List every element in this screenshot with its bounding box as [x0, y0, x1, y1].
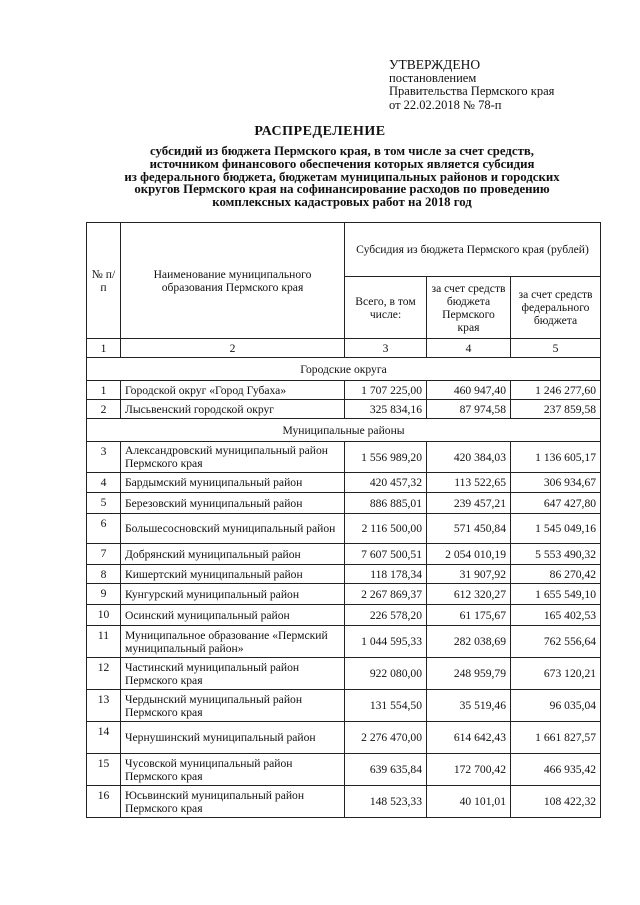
- amount-total: 131 554,50: [345, 690, 427, 722]
- amount-federal-budget: 1 246 277,60: [511, 381, 601, 400]
- header-subsidy: Субсидия из бюджета Пермского края (рублей): [345, 223, 601, 277]
- amount-federal-budget: 5 553 490,32: [511, 544, 601, 565]
- table-row: [87, 544, 601, 565]
- municipality-name: Чердынский муниципальный район Пермского края: [121, 690, 345, 722]
- approval-stamp: [389, 58, 629, 112]
- amount-federal-budget: 466 935,42: [511, 754, 601, 786]
- row-number: 5: [87, 493, 121, 514]
- municipality-name: Кишертский муниципальный район: [121, 565, 345, 584]
- amount-federal-budget: 1 136 605,17: [511, 442, 601, 473]
- amount-regional-budget: 248 959,79: [427, 658, 511, 690]
- row-number: 16: [87, 786, 121, 818]
- amount-total: 420 457,32: [345, 473, 427, 493]
- row-number: 7: [87, 544, 121, 565]
- approval-line-decree: постановлением: [389, 70, 477, 85]
- municipality-name: Большесосновский муниципальный район: [121, 514, 345, 544]
- subtitle-line: субсидий из бюджета Пермского края, в том числе за счет средств,: [150, 144, 534, 158]
- municipality-name: Лысьвенский городской округ: [121, 400, 345, 419]
- amount-federal-budget: 108 422,32: [511, 786, 601, 818]
- amount-regional-budget: 2 054 010,19: [427, 544, 511, 565]
- table-row: [87, 442, 601, 473]
- column-index: 2: [121, 339, 345, 358]
- section-municipal-districts-row: [87, 419, 601, 442]
- amount-regional-budget: 614 642,43: [427, 722, 511, 754]
- municipality-name: Осинский муниципальный район: [121, 605, 345, 626]
- approval-heading: УТВЕРЖДЕНО: [389, 57, 481, 72]
- amount-total: 148 523,33: [345, 786, 427, 818]
- row-number: 4: [87, 473, 121, 493]
- amount-regional-budget: 420 384,03: [427, 442, 511, 473]
- row-number: 9: [87, 584, 121, 605]
- row-number: 10: [87, 605, 121, 626]
- amount-regional-budget: 239 457,21: [427, 493, 511, 514]
- header-municipality-name: Наименование муниципального образования Пермского края: [121, 223, 345, 339]
- municipality-name: Чернушинский муниципальный район: [121, 722, 345, 754]
- table-row: [87, 626, 601, 658]
- section-municipal-districts-heading: Муниципальные районы: [87, 419, 601, 442]
- header-total: Всего, в том числе:: [345, 277, 427, 339]
- column-index: 5: [511, 339, 601, 358]
- amount-total: 2 276 470,00: [345, 722, 427, 754]
- row-number: 3: [87, 442, 121, 473]
- table-row: [87, 658, 601, 690]
- table-row: [87, 381, 601, 400]
- row-number: 1: [87, 381, 121, 400]
- subtitle-line: комплексных кадастровых работ на 2018 год: [212, 195, 472, 210]
- table-row: [87, 786, 601, 818]
- municipality-name: Муниципальное образование «Пермский муниципальный район»: [121, 626, 345, 658]
- amount-regional-budget: 172 700,42: [427, 754, 511, 786]
- table-row: [87, 493, 601, 514]
- amount-total: 1 044 595,33: [345, 626, 427, 658]
- subtitle-line: источником финансового обеспечения которых является субсидия: [149, 156, 535, 171]
- amount-regional-budget: 460 947,40: [427, 381, 511, 400]
- amount-regional-budget: 31 907,92: [427, 565, 511, 584]
- row-number: 15: [87, 754, 121, 786]
- amount-total: 1 707 225,00: [345, 381, 427, 400]
- amount-federal-budget: 1 655 549,10: [511, 584, 601, 605]
- municipality-name: Александровский муниципальный район Пермского края: [121, 442, 345, 473]
- amount-total: 226 578,20: [345, 605, 427, 626]
- amount-regional-budget: 571 450,84: [427, 514, 511, 544]
- column-index: 4: [427, 339, 511, 358]
- table-row: [87, 584, 601, 605]
- amount-federal-budget: 762 556,64: [511, 626, 601, 658]
- row-number: 12: [87, 658, 121, 690]
- amount-regional-budget: 87 974,58: [427, 400, 511, 419]
- amount-total: 325 834,16: [345, 400, 427, 419]
- approval-line-government: Правительства Пермского края: [389, 84, 555, 99]
- municipality-name: Кунгурский муниципальный район: [121, 584, 345, 605]
- amount-total: 639 635,84: [345, 754, 427, 786]
- document-subtitle: [96, 145, 588, 209]
- header-number: № п/п: [87, 223, 121, 339]
- amount-federal-budget: 1 661 827,57: [511, 722, 601, 754]
- amount-total: 118 178,34: [345, 565, 427, 584]
- table-body: [87, 339, 601, 818]
- table-row: [87, 722, 601, 754]
- row-number: 2: [87, 400, 121, 419]
- amount-total: 7 607 500,51: [345, 544, 427, 565]
- amount-total: 1 556 989,20: [345, 442, 427, 473]
- subtitle-line: округов Пермского края на софинансирование расходов по проведению: [134, 182, 550, 197]
- row-number: 11: [87, 626, 121, 658]
- row-number: 13: [87, 690, 121, 722]
- amount-federal-budget: 237 859,58: [511, 400, 601, 419]
- table-row: [87, 690, 601, 722]
- column-index: 1: [87, 339, 121, 358]
- approval-line-date-number: от 22.02.2018 № 78-п: [389, 97, 502, 112]
- column-index-row: [87, 339, 601, 358]
- amount-total: 922 080,00: [345, 658, 427, 690]
- amount-total: 2 267 869,37: [345, 584, 427, 605]
- municipality-name: Березовский муниципальный район: [121, 493, 345, 514]
- row-number: 6: [87, 514, 121, 544]
- municipality-name: Юсьвинский муниципальный район Пермского края: [121, 786, 345, 818]
- table-row: [87, 605, 601, 626]
- amount-federal-budget: 96 035,04: [511, 690, 601, 722]
- table-row: [87, 514, 601, 544]
- amount-regional-budget: 282 038,69: [427, 626, 511, 658]
- amount-federal-budget: 647 427,80: [511, 493, 601, 514]
- row-number: 14: [87, 722, 121, 754]
- row-number: 8: [87, 565, 121, 584]
- table-row: [87, 754, 601, 786]
- amount-regional-budget: 35 519,46: [427, 690, 511, 722]
- section-urban-districts-row: [87, 358, 601, 381]
- table-row: [87, 565, 601, 584]
- amount-federal-budget: 673 120,21: [511, 658, 601, 690]
- amount-federal-budget: 165 402,53: [511, 605, 601, 626]
- amount-regional-budget: 113 522,65: [427, 473, 511, 493]
- table-row: [87, 400, 601, 419]
- amount-federal-budget: 1 545 049,16: [511, 514, 601, 544]
- municipality-name: Частинский муниципальный район Пермского края: [121, 658, 345, 690]
- subtitle-line: из федерального бюджета, бюджетам муниципальных районов и городских: [124, 169, 560, 184]
- municipality-name: Добрянский муниципальный район: [121, 544, 345, 565]
- amount-federal-budget: 306 934,67: [511, 473, 601, 493]
- amount-total: 2 116 500,00: [345, 514, 427, 544]
- municipality-name: Чусовской муниципальный район Пермского края: [121, 754, 345, 786]
- amount-regional-budget: 612 320,27: [427, 584, 511, 605]
- header-regional-budget: за счет средств бюджета Пермского края: [427, 277, 511, 339]
- amount-total: 886 885,01: [345, 493, 427, 514]
- header-federal-budget: за счет средств федерального бюджета: [511, 277, 601, 339]
- table-row: [87, 473, 601, 493]
- section-urban-districts-heading: Городские округа: [87, 358, 601, 381]
- amount-regional-budget: 40 101,01: [427, 786, 511, 818]
- amount-federal-budget: 86 270,42: [511, 565, 601, 584]
- column-index: 3: [345, 339, 427, 358]
- municipality-name: Городской округ «Город Губаха»: [121, 381, 345, 400]
- amount-regional-budget: 61 175,67: [427, 605, 511, 626]
- document-title: РАСПРЕДЕЛЕНИЕ: [254, 124, 386, 139]
- municipality-name: Бардымский муниципальный район: [121, 473, 345, 493]
- subsidy-distribution-table: [86, 222, 601, 818]
